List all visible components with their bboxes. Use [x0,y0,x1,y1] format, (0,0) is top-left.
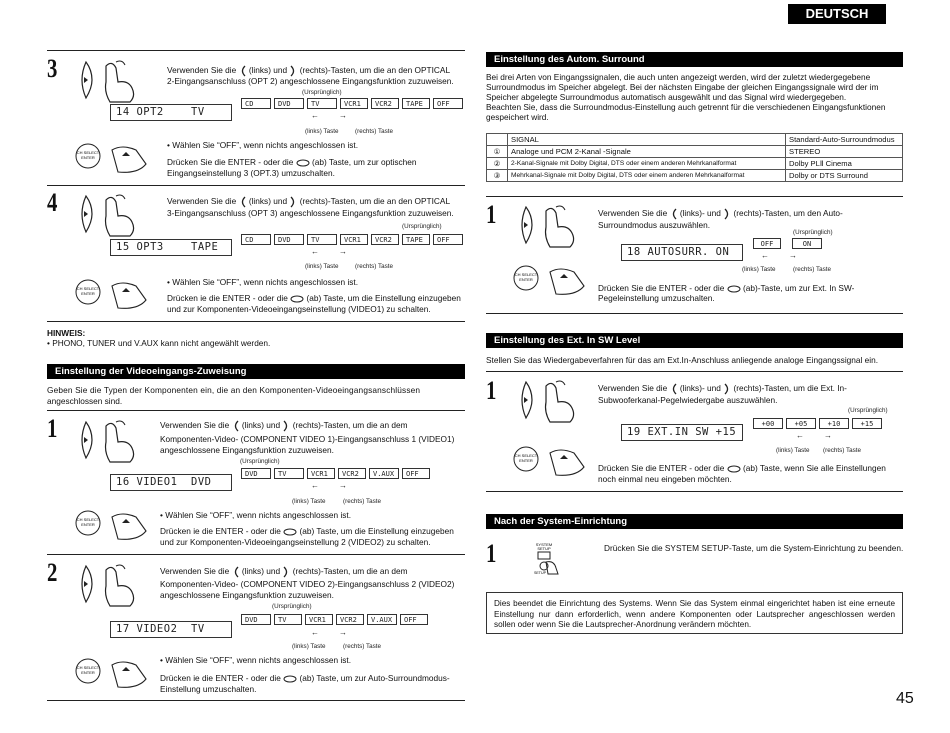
option-list [753,418,885,429]
table-cell: SIGNAL [508,134,786,146]
down-button-icon [290,295,304,303]
language-tab: DEUTSCH [788,4,886,24]
table-cell: STEREO [786,146,903,158]
left-key-label: (links) Taste [305,263,339,270]
vstep2-enter-line1: Drücken ie die ENTER - oder die (ab) Taste, um zur Auto-Surroundmodus- [160,673,450,683]
step-number: 2 [47,558,58,587]
left-key-label: (links) Taste [292,643,326,650]
divider [47,554,465,555]
arrow-indicator: ← → [311,247,347,256]
left-button-icon [232,566,240,578]
ext-intro: Stellen Sie das Wiedergabeverfahren für das am Ext.In-Anschluss anliegende analoge Eingangssignal ein. [486,355,879,365]
step3-text-line2: 2-Eingangsanschluss (OPT 2) angeschlossene Eingangsfunktion zuzuweisen. [167,76,454,86]
option-item: +05 [786,418,816,429]
system-setup-button-icon [530,540,570,576]
final-note-box [486,592,903,634]
table-header-row [487,134,903,146]
step4-bullet: • Wählen Sie “OFF”, wenn nichts angeschlossen ist. [167,277,359,287]
divider [47,410,465,411]
svg-text:SYSTEM: SYSTEM [535,542,553,547]
section-header-auto-surround: Einstellung des Autom. Surround [486,52,903,67]
option-item: CD [241,98,271,109]
down-button-icon [727,465,741,473]
arrow-indicator: ← → [761,251,797,260]
step3-enter-line1: Drücken Sie die ENTER - oder die (ab) Taste, um zur optischen [167,157,417,167]
divider [486,313,903,314]
right-key-label: (rechts) Taste [355,263,394,270]
right-key-label: (rechts) Taste [355,128,394,135]
cursor-buttons-icon [76,562,156,607]
option-item: V.AUX [367,614,397,625]
option-item: V.AUX [369,468,399,479]
option-item: TV [307,234,337,245]
option-item: TV [274,468,304,479]
step-number: 1 [486,200,497,229]
astep1-text-line2: Surroundmodus auszuwählen. [598,220,711,230]
sstep1-text: Drücken Sie die SYSTEM SETUP-Taste, um die System-Einrichtung zu beenden. [604,543,904,553]
svg-text:CH SELECT: CH SELECT [514,453,538,458]
table-cell: ② [487,158,508,170]
vstep2-text-line1: Verwenden Sie die (links) und (rechts)-Tasten, um die an dem [160,566,408,577]
option-item: TAPE [402,234,430,245]
page-number: 45 [896,690,914,707]
right-key-label: (rechts) Taste [793,266,832,273]
option-item: DVD [241,468,271,479]
option-item: OFF [753,238,781,249]
table-cell: Analoge und PCM 2-Kanal -Signale [508,146,786,158]
right-key-label: (rechts) Taste [823,447,862,454]
right-key-label: (rechts) Taste [343,498,382,505]
svg-text:CH SELECT: CH SELECT [76,286,100,291]
astep1-text-line1: Verwenden Sie die (links)- und (rechts)-Tasten, um den Auto- [598,208,843,219]
svg-text:CH SELECT: CH SELECT [76,150,100,155]
default-label: (Ursprünglich) [848,407,888,414]
option-item: +15 [852,418,882,429]
left-button-icon [670,383,678,395]
option-item: CD [241,234,271,245]
vstep1-enter-line2: und zur Komponenten-Videoeingangseinstellung 2 (VIDEO2) zu schalten. [160,537,431,547]
option-item: VCR1 [305,614,333,625]
svg-text:ENTER: ENTER [81,291,95,296]
left-key-label: (links) Taste [292,498,326,505]
lcd-display: 14 OPT2 TV [110,104,232,121]
auto-intro-line: Speicher abgelegte Surroundmodus automatisch ausgewählt und das Signal wird wiedergegeben. [486,92,847,102]
right-button-icon [723,208,731,220]
divider [486,491,903,492]
enter-button-icon [74,655,159,697]
default-label: (Ursprünglich) [793,229,833,236]
lcd-display: 16 VIDEO1 DVD [110,474,232,491]
signal-table [486,133,903,182]
video-intro-line1: Geben Sie die Typen der Komponenten ein, die an den Komponenten-Videoeingangsanschlüssen [47,385,421,395]
right-button-icon [723,383,731,395]
default-label: (Ursprünglich) [240,458,280,465]
vstep1-bullet: • Wählen Sie “OFF”, wenn nichts angeschlossen ist. [160,510,352,520]
option-item: DVD [241,614,271,625]
svg-text:SETUP: SETUP [537,546,551,551]
section-header-ext-in: Einstellung des Ext. In SW Level [486,333,903,348]
auto-intro-line: Surroundmodus im Speicher abgelegt. Bei der nächsten Eingabe der gleichen Eingangssignale wird der im [486,82,879,92]
option-item: +10 [819,418,849,429]
arrow-indicator: ← → [796,431,832,440]
left-key-label: (links) Taste [305,128,339,135]
hinweis-text: • PHONO, TUNER und V.AUX kann nicht angewählt werden. [47,338,271,348]
right-key-label: (rechts) Taste [343,643,382,650]
enter-button-icon [74,507,159,549]
default-label: (Ursprünglich) [302,89,342,96]
svg-text:ENTER: ENTER [519,277,533,282]
vstep1-text-line3: angeschlossene Eingangsfunktion zuzuweisen. [160,445,334,455]
cursor-buttons-icon [76,192,156,237]
lcd-display: 18 AUTOSURR. ON [621,244,743,261]
vstep1-enter-line1: Drücken ie die ENTER - oder die (ab) Taste, um die Einstellung einzugeben [160,526,454,536]
cursor-buttons-icon [516,203,596,248]
svg-text:CH SELECT: CH SELECT [76,517,100,522]
step3-bullet: • Wählen Sie “OFF”, wenn nichts angeschlossen ist. [167,140,359,150]
auto-intro-line: gespeichert wird. [486,112,549,122]
estep1-enter-line2: noch einmal neu eingeben möchten. [598,474,732,484]
vstep2-text-line3: angeschlossene Eingangsfunktion zuzuweisen. [160,590,334,600]
astep1-enter-line2: Pegeleinstellung umzuschalten. [598,293,715,303]
divider [47,185,465,186]
step-number: 1 [47,414,58,443]
vstep1-text-line1: Verwenden Sie die (links) und (rechts)-Tasten, um die an dem [160,420,408,431]
video-intro-line2: angeschlossen sind. [47,396,123,406]
option-item: TAPE [402,98,430,109]
cursor-buttons-icon [516,378,596,423]
svg-text:ENTER: ENTER [81,155,95,160]
option-list [241,614,431,625]
option-list [241,468,433,479]
svg-text:ENTER: ENTER [519,458,533,463]
option-item: OFF [402,468,430,479]
step3-enter-line2: Eingangseinstellung 3 (OPT.3) umzuschalten. [167,168,335,178]
lcd-display: 17 VIDEO2 TV [110,621,232,638]
left-button-icon [670,208,678,220]
option-list [753,238,825,249]
table-row [487,170,903,182]
hinweis-title: HINWEIS: [47,328,86,338]
left-key-label: (links) Taste [742,266,776,273]
vstep2-bullet: • Wählen Sie “OFF”, wenn nichts angeschlossen ist. [160,655,352,665]
default-label: (Ursprünglich) [272,603,312,610]
auto-intro [486,72,885,122]
enter-button-icon [74,276,159,318]
option-item: ON [792,238,822,249]
divider [47,700,465,701]
option-item: VCR1 [340,234,368,245]
option-item: TV [307,98,337,109]
cursor-buttons-icon [76,58,156,103]
table-cell: Mehrkanal-Signale mit Dolby Digital, DTS oder einem anderen Mehrkanalformat [508,170,786,182]
option-item: OFF [400,614,428,625]
down-button-icon [296,159,310,167]
enter-button-icon [74,140,159,182]
left-button-icon [232,420,240,432]
option-item: OFF [433,98,463,109]
table-cell [487,134,508,146]
arrow-indicator: ← → [311,481,347,490]
step3-text-line1: Verwenden Sie die (links) und (rechts)-Tasten, um die an den OPTICAL [167,65,451,76]
down-button-icon [727,285,741,293]
table-cell: Dolby PLⅡ Cinema [786,158,903,170]
section-header-after-setup: Nach der System-Einrichtung [486,514,903,529]
option-item: +00 [753,418,783,429]
step-number: 1 [486,539,497,568]
table-cell: 2-Kanal-Signale mit Dolby Digital, DTS oder einem anderen Mehrkanalformat [508,158,786,170]
down-button-icon [283,528,297,536]
table-row [487,146,903,158]
step-number: 3 [47,54,58,83]
down-button-icon [283,675,297,683]
vstep2-text-line2: Komponenten-Video- (COMPONENT VIDEO 2)-Eingangsanschluss 2 (VIDEO2) [160,579,455,589]
enter-button-icon [512,262,597,304]
enter-button-icon [512,443,597,485]
divider [47,321,465,322]
option-item: TV [274,614,302,625]
arrow-indicator: ← → [311,628,347,637]
section-header-video: Einstellung der Videoeingangs-Zuweisung [47,364,465,379]
svg-text:CH SELECT: CH SELECT [76,665,100,670]
step4-enter-line2: und zur Komponenten-Videoeingangseinstellung (VIDEO1) zu schalten. [167,304,431,314]
right-button-icon [289,196,297,208]
astep1-enter-line1: Drücken Sie die ENTER - oder die (ab)-Taste, um zur Ext. In SW- [598,283,855,293]
estep1-text-line2: Subwooferkanal-Pegelwiedergabe auszuwählen. [598,395,778,405]
auto-intro-line: Bei drei Arten von Eingangssignalen, die auch unten angezeigt werden, wird der zuletzt wiedergegebene [486,72,871,82]
lcd-display: 15 OPT3 TAPE [110,239,232,256]
option-item: VCR1 [340,98,368,109]
svg-text:SETUP: SETUP [534,571,546,575]
svg-text:CH SELECT: CH SELECT [514,272,538,277]
table-row [487,158,903,170]
table-cell: Standard-Auto-Surroundmodus [786,134,903,146]
left-key-label: (links) Taste [776,447,810,454]
step-number: 4 [47,188,58,217]
cursor-buttons-icon [76,418,156,463]
right-button-icon [282,566,290,578]
estep1-text-line1: Verwenden Sie die (links)- und (rechts)-Tasten, um die Ext. In- [598,383,847,394]
option-item: VCR2 [371,234,399,245]
svg-text:ENTER: ENTER [81,522,95,527]
table-cell: ③ [487,170,508,182]
option-list [241,98,466,109]
step-number: 1 [486,376,497,405]
option-item: DVD [274,98,304,109]
auto-intro-line: Beachten Sie, dass die Surroundmodus-Einstellung auch getrennt für die verschiedenen Eingangsfunktionen [486,102,886,112]
vstep2-enter-line2: Einstellung umzuschalten. [160,684,257,694]
divider [486,196,903,197]
option-item: OFF [433,234,463,245]
divider [486,371,903,372]
option-item: VCR2 [336,614,364,625]
svg-text:ENTER: ENTER [81,670,95,675]
divider [47,50,465,51]
final-note-text: Dies beendet die Einrichtung des Systems. Wenn Sie das System einmal eingerichtet haben ist eine erneute Einstellung nur dann erforderlich, wenn andere Komponenten oder Lautsprecher angeschlossen werden sollen oder wenn Sie die Lautsprecher-Anordnung verändern möchten. [494,599,895,629]
option-item: DVD [274,234,304,245]
right-button-icon [282,420,290,432]
lcd-display: 19 EXT.IN SW +15 [621,424,743,441]
option-item: VCR2 [371,98,399,109]
table-cell: ① [487,146,508,158]
step4-text-line1: Verwenden Sie die (links) und (rechts)-Tasten, um die an den OPTICAL [167,196,451,207]
step4-text-line2: 3-Eingangsanschluss (OPT 3) angeschlossene Eingangsfunktion zuzuweisen. [167,208,454,218]
option-item: VCR1 [307,468,335,479]
arrow-indicator: ← → [311,111,347,120]
left-button-icon [239,196,247,208]
table-cell: Dolby or DTS Surround [786,170,903,182]
estep1-enter-line1: Drücken Sie die ENTER - oder die (ab) Taste, wenn Sie alle Einstellungen [598,463,886,473]
option-list [241,234,466,245]
default-label: (Ursprünglich) [402,223,442,230]
option-item: VCR2 [338,468,366,479]
vstep1-text-line2: Komponenten-Video- (COMPONENT VIDEO 1)-Eingangsanschluss 1 (VIDEO1) [160,434,455,444]
step4-enter-line1: Drücken ie die ENTER - oder die (ab) Taste, um die Einstellung einzugeben [167,293,461,303]
